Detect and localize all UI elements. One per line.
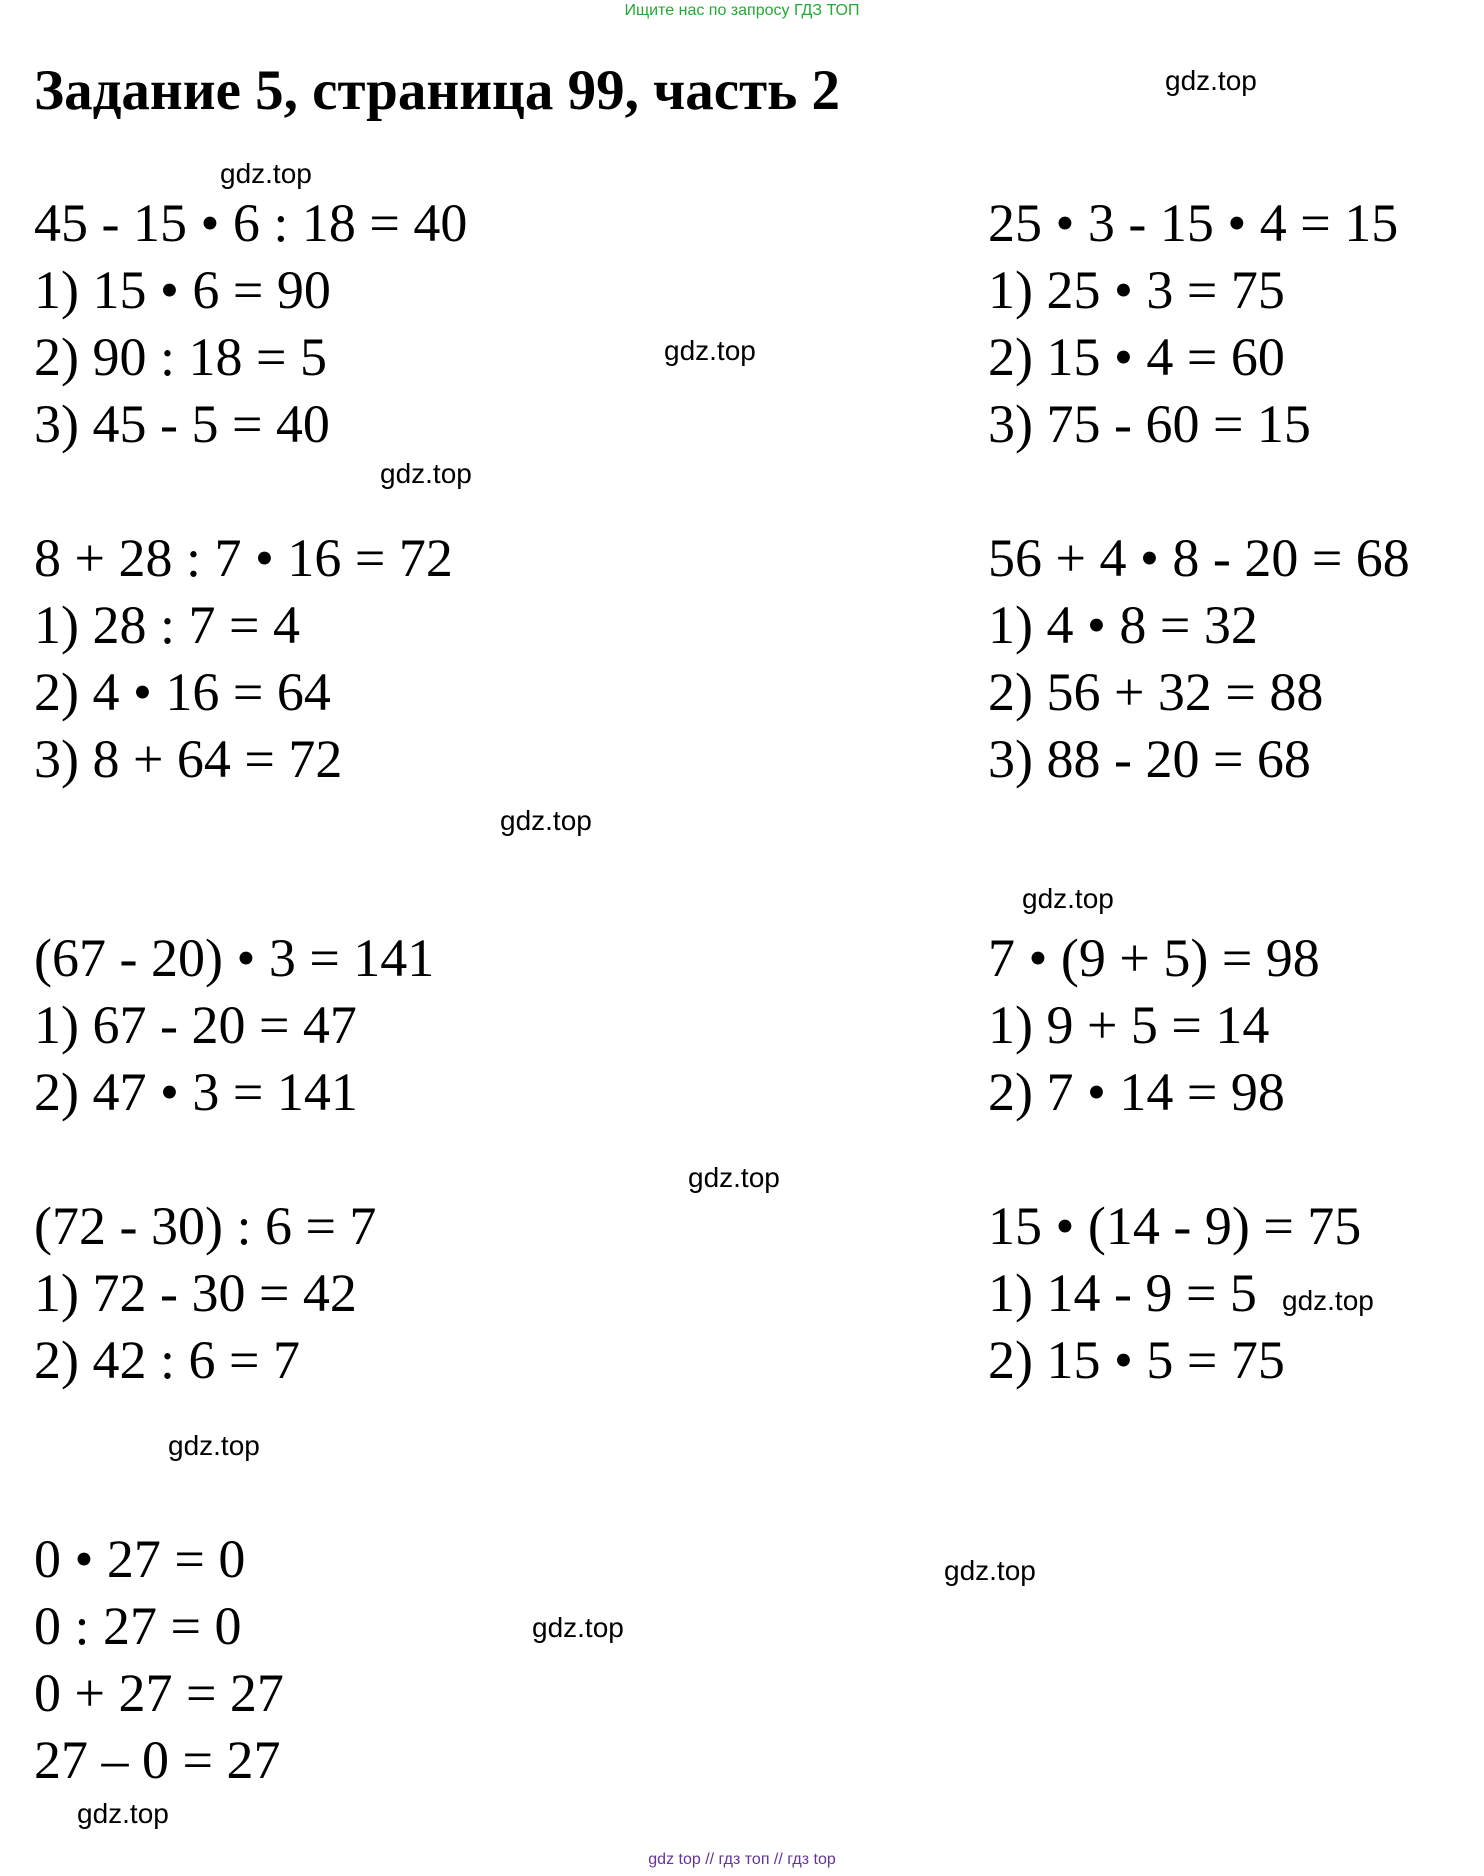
watermark: gdz.top xyxy=(220,158,312,189)
footer-links: gdz top // гдз топ // гдз top xyxy=(648,1851,836,1868)
step-line: 2) 47 • 3 = 141 xyxy=(34,1062,358,1122)
equation-line: 45 - 15 • 6 : 18 = 40 xyxy=(34,193,468,253)
page-title: Задание 5, страница 99, часть 2 xyxy=(34,59,840,122)
equation-line: 7 • (9 + 5) = 98 xyxy=(988,928,1320,988)
step-line: 2) 15 • 5 = 75 xyxy=(988,1330,1285,1390)
equation-block xyxy=(34,525,453,793)
step-line: 2) 56 + 32 = 88 xyxy=(988,662,1324,722)
step-line: 3) 88 - 20 = 68 xyxy=(988,729,1311,789)
step-line: 3) 8 + 64 = 72 xyxy=(34,729,343,789)
watermark: gdz.top xyxy=(1282,1285,1374,1316)
equation-line: 0 • 27 = 0 xyxy=(34,1529,246,1589)
step-line: 1) 4 • 8 = 32 xyxy=(988,595,1258,655)
step-line: 1) 28 : 7 = 4 xyxy=(34,595,300,655)
step-line: 2) 90 : 18 = 5 xyxy=(34,327,327,387)
equation-block xyxy=(988,925,1320,1126)
equation-line: 15 • (14 - 9) = 75 xyxy=(988,1196,1362,1256)
watermark: gdz.top xyxy=(688,1162,780,1193)
equation-block xyxy=(34,1526,284,1794)
top-banner: Ищите нас по запросу ГДЗ ТОП xyxy=(624,2,860,19)
equation-line: 25 • 3 - 15 • 4 = 15 xyxy=(988,193,1399,253)
step-line: 2) 15 • 4 = 60 xyxy=(988,327,1285,387)
watermark: gdz.top xyxy=(664,335,756,366)
equation-block xyxy=(988,190,1398,458)
step-line: 3) 45 - 5 = 40 xyxy=(34,394,330,454)
watermark: gdz.top xyxy=(380,458,472,489)
equation-block xyxy=(988,525,1410,793)
step-line: 2) 4 • 16 = 64 xyxy=(34,662,331,722)
watermark: gdz.top xyxy=(168,1430,260,1461)
step-line: 2) 7 • 14 = 98 xyxy=(988,1062,1285,1122)
watermark: gdz.top xyxy=(1165,65,1257,96)
watermark: gdz.top xyxy=(532,1612,624,1643)
equation-block xyxy=(34,1193,376,1394)
equation-line: 27 – 0 = 27 xyxy=(34,1730,281,1790)
equation-line: 8 + 28 : 7 • 16 = 72 xyxy=(34,528,453,588)
watermark: gdz.top xyxy=(944,1555,1036,1586)
equation-block xyxy=(988,1193,1361,1394)
equation-block xyxy=(34,925,434,1126)
step-line: 2) 42 : 6 = 7 xyxy=(34,1330,300,1390)
equation-block xyxy=(34,190,467,458)
step-line: 1) 67 - 20 = 47 xyxy=(34,995,357,1055)
equation-line: (67 - 20) • 3 = 141 xyxy=(34,928,435,988)
step-line: 1) 15 • 6 = 90 xyxy=(34,260,331,320)
watermark: gdz.top xyxy=(1022,883,1114,914)
watermark: gdz.top xyxy=(500,805,592,836)
equation-line: 0 : 27 = 0 xyxy=(34,1596,242,1656)
step-line: 1) 72 - 30 = 42 xyxy=(34,1263,357,1323)
step-line: 1) 14 - 9 = 5 xyxy=(988,1263,1257,1323)
step-line: 1) 25 • 3 = 75 xyxy=(988,260,1285,320)
watermark: gdz.top xyxy=(77,1798,169,1829)
equation-line: 56 + 4 • 8 - 20 = 68 xyxy=(988,528,1410,588)
equation-line: 0 + 27 = 27 xyxy=(34,1663,284,1723)
equation-line: (72 - 30) : 6 = 7 xyxy=(34,1196,377,1256)
step-line: 1) 9 + 5 = 14 xyxy=(988,995,1270,1055)
step-line: 3) 75 - 60 = 15 xyxy=(988,394,1311,454)
